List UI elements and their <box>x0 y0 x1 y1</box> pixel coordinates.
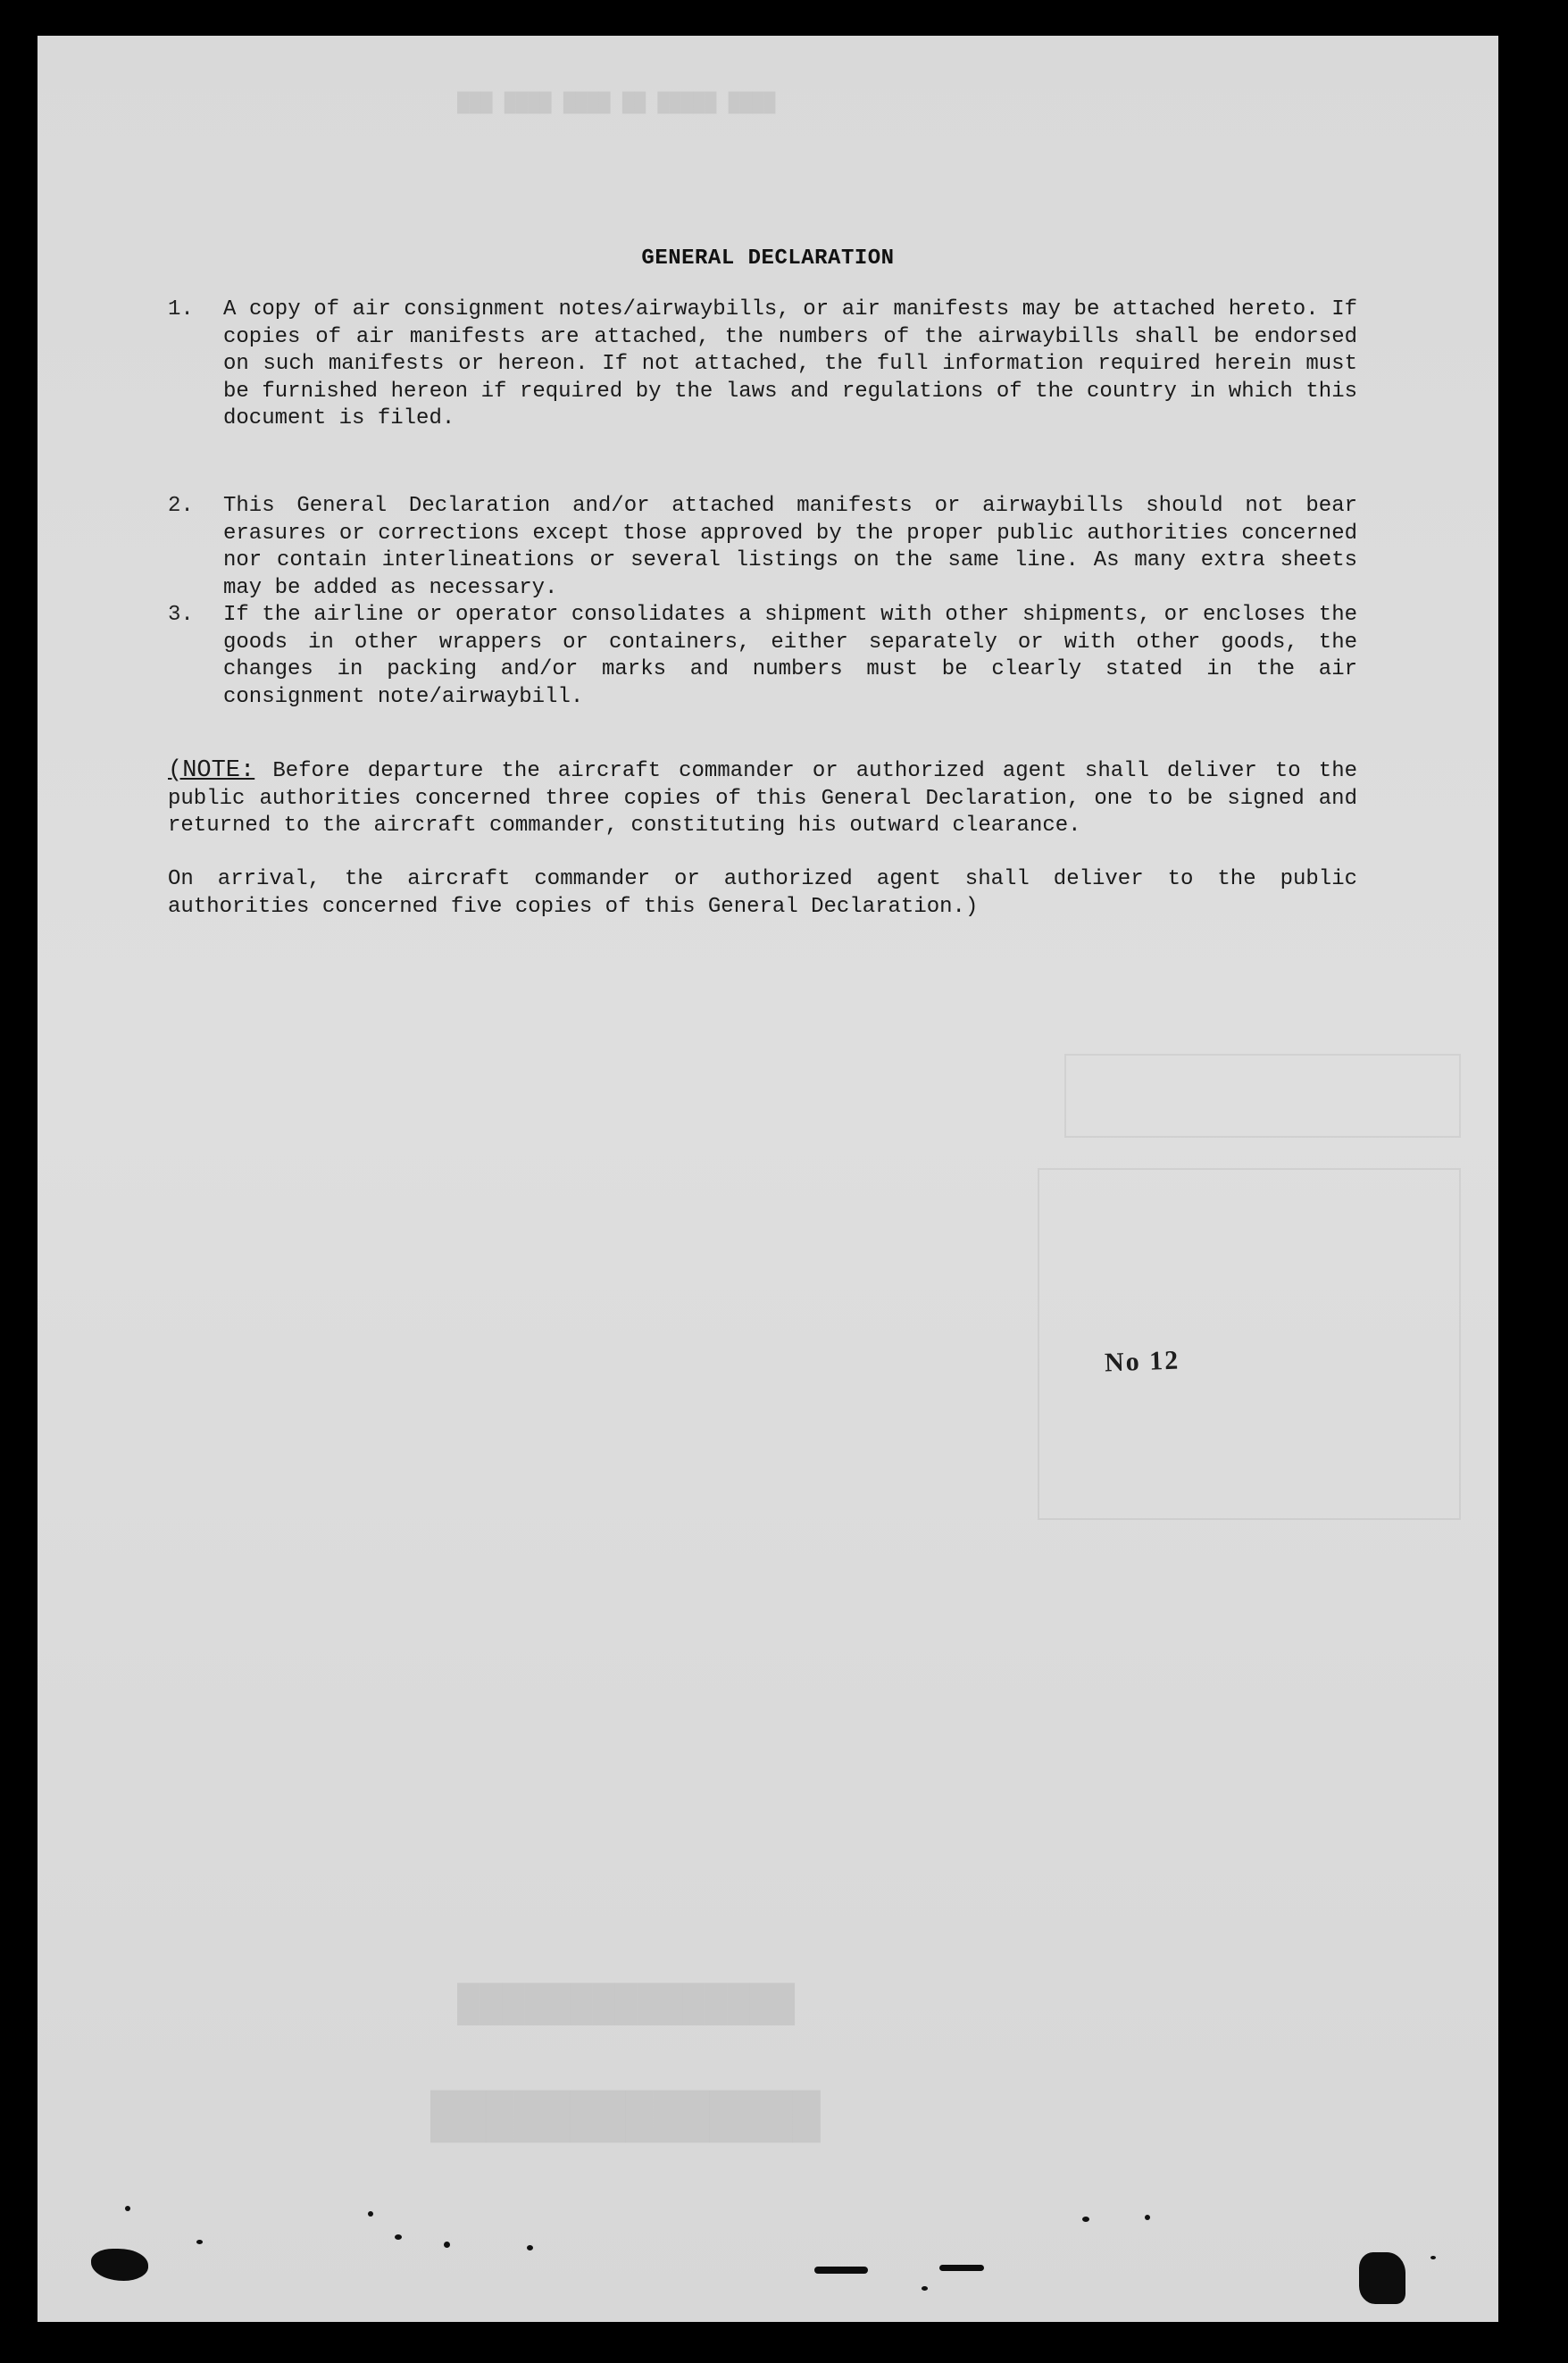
scan-artifact <box>91 2249 148 2281</box>
bleed-through-text: ███ ████ ████ ██ █████ ████ <box>457 91 776 113</box>
scan-speck <box>922 2286 928 2291</box>
scan-speck <box>196 2240 203 2244</box>
scan-speck <box>125 2206 130 2211</box>
scan-artifact <box>1359 2252 1405 2304</box>
document-title: GENERAL DECLARATION <box>641 246 895 271</box>
note-label: (NOTE: <box>168 757 255 784</box>
scan-artifact <box>939 2265 984 2271</box>
stamp: No 12 <box>1104 1345 1180 1378</box>
note-departure <box>168 757 1357 840</box>
scan-artifact <box>814 2267 868 2274</box>
bleed-through-text: ███████████████ <box>457 1983 796 2025</box>
item-number: 1. <box>168 297 194 321</box>
note-arrival-text: On arrival, the aircraft commander or authorized agent shall deliver to the public authorities concerned five copies of this General Declaration.) <box>168 867 1357 919</box>
scan-speck <box>368 2211 373 2217</box>
item-number: 2. <box>168 494 194 518</box>
item-text: If the airline or operator consolidates a shipment with other shipments, or encloses the goods in other wrappers or containers, either separately or with other goods, the changes in packing and/or marks and numbers must be clearly stated in the air consignment note/airwaybill. <box>223 603 1357 709</box>
scan-speck <box>527 2245 533 2250</box>
note-departure-text: Before departure the aircraft commander or authorized agent shall deliver to the public authorities concerned three copies of this General Declaration, one to be signed and returned to the aircraft commander, constituting his outward clearance. <box>168 759 1358 838</box>
scan-speck <box>1082 2217 1089 2222</box>
bleed-through-box <box>1038 1168 1461 1520</box>
scan-speck <box>395 2234 402 2240</box>
item-text: A copy of air consignment notes/airwaybills, or air manifests may be attached hereto. If copies of air manifests are attached, the numbers of the airwaybills shall be endorsed on such manifests or hereon. If not attached, the full information required herein must be furnished hereon if required by the laws and regulations of the country in which this document is filed. <box>223 297 1357 430</box>
bleed-through-box <box>1064 1054 1461 1138</box>
note-arrival <box>168 866 1357 921</box>
scan-speck <box>1145 2215 1150 2220</box>
bleed-through-text: ██████████████ <box>430 2090 821 2142</box>
item-text: This General Declaration and/or attached manifests or airwaybills should not bear erasures or corrections except those approved by the proper public authorities concerned nor contain interlineations or several listings on the same line. As many extra sheets may be added as necessary. <box>223 494 1357 600</box>
document-page <box>38 36 1498 2322</box>
scan-speck <box>444 2242 450 2248</box>
scan-speck <box>1430 2256 1436 2259</box>
item-number: 3. <box>168 603 194 627</box>
